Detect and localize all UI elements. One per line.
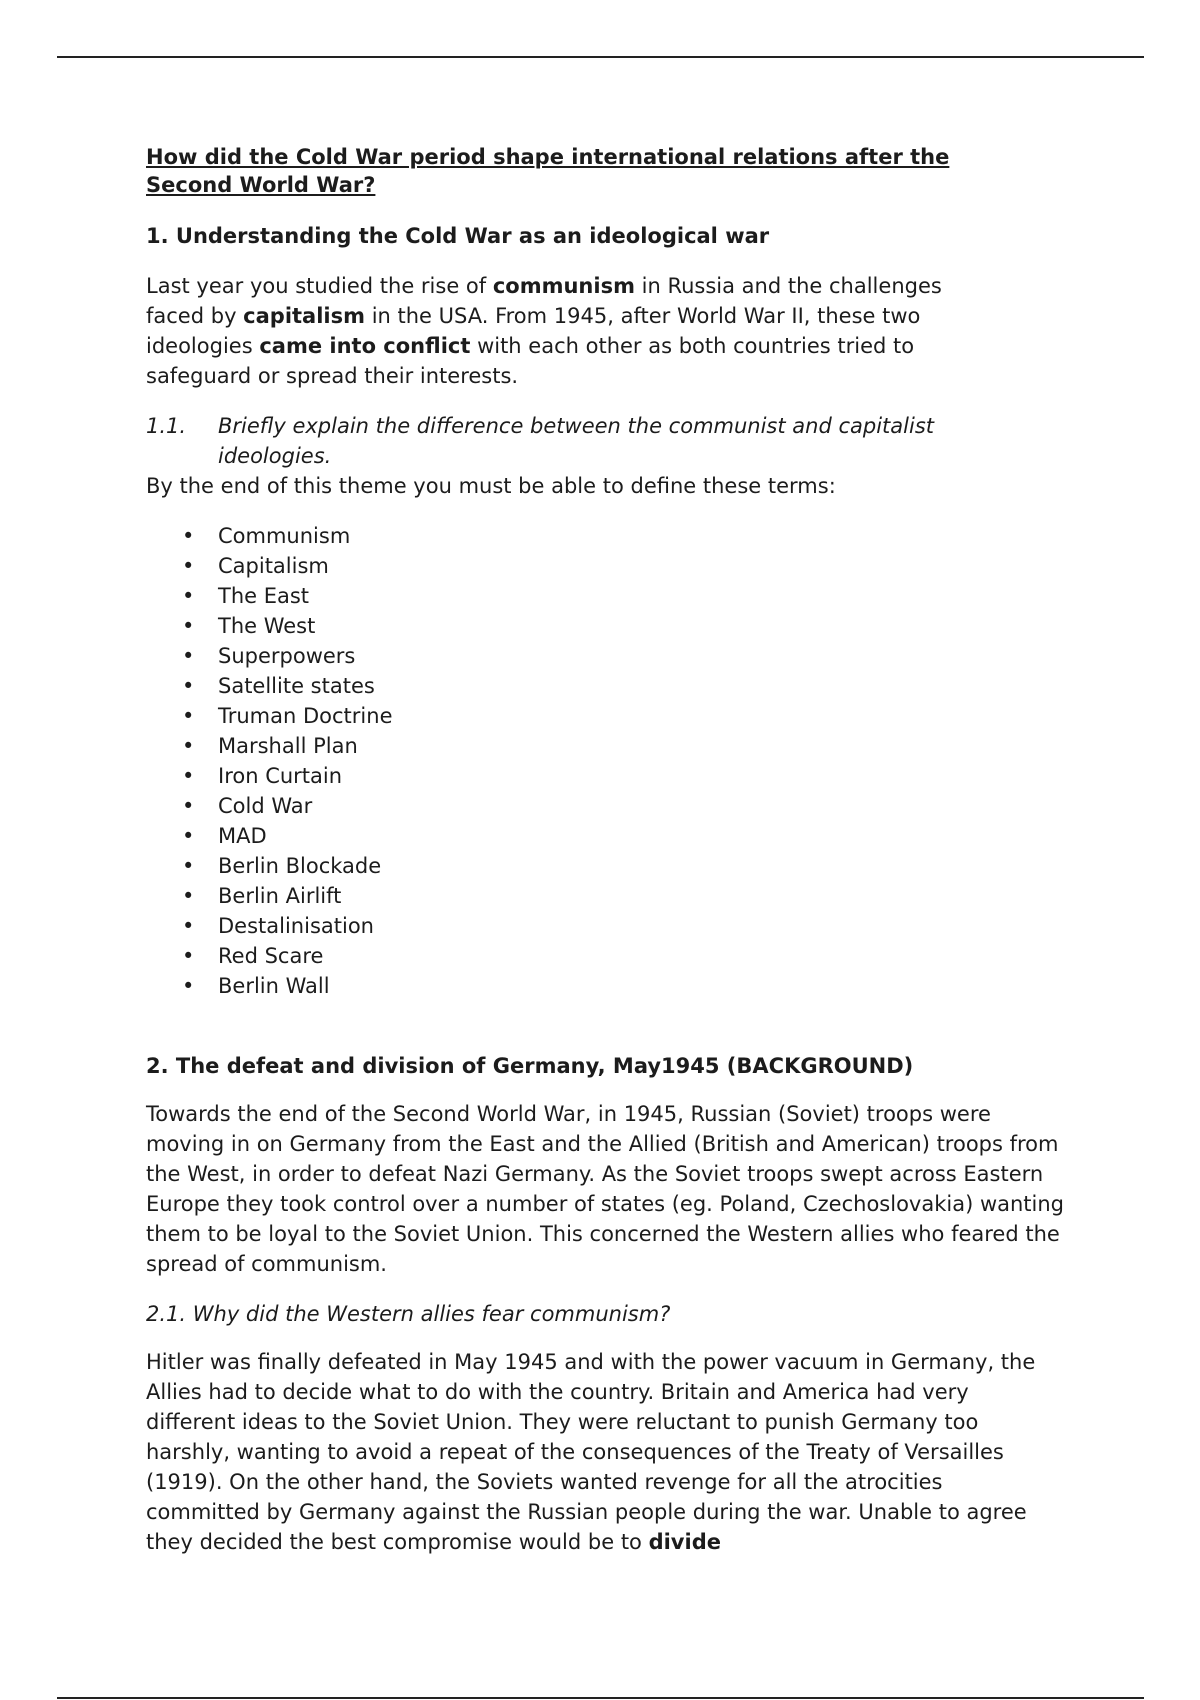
header-rule — [57, 56, 1144, 58]
document-body — [146, 143, 1066, 1557]
section-2-heading: 2. The defeat and division of Germany, May1945 (BACKGROUND) — [146, 1054, 914, 1078]
list-item: • Satellite states — [182, 674, 375, 698]
section-2-paragraph-2: Hitler was finally defeated in May 1945 and with the power vacuum in Germany, the Allies had to decide what to do with the country. Britain and America had very different ideas to the Soviet Union. They were reluctant to punish Germany too harshly, wanting to avoid a repeat of the consequences of the Treaty of Versailles (1919). On the other hand, the Soviets wanted revenge for all the atrocities committed by Germany against the Russian people during the war. Unable to agree they decided the best compromise would be to divide — [146, 1350, 1036, 1554]
list-item: • Communism — [182, 524, 351, 548]
question-number: 1.1. — [146, 414, 187, 438]
list-item: • Berlin Airlift — [182, 884, 342, 908]
list-item: • Capitalism — [182, 554, 329, 578]
question-2-1: 2.1. Why did the Western allies fear communism? — [146, 1302, 671, 1326]
list-item: • Superpowers — [182, 644, 356, 668]
list-item: • Iron Curtain — [182, 764, 343, 788]
terms-intro: By the end of this theme you must be able to define these terms: — [146, 474, 836, 498]
footer-rule — [57, 1697, 1144, 1699]
question-1-1 — [146, 411, 1066, 471]
question-text: Briefly explain the difference between the communist and capitalist ideologies. — [218, 414, 934, 468]
list-item: • Destalinisation — [182, 914, 374, 938]
list-item: • The West — [182, 614, 316, 638]
section-2-paragraph-1: Towards the end of the Second World War, in 1945, Russian (Soviet) troops were moving in on Germany from the East and the Allied (British and American) troops from the West, in order to defeat Nazi Germany. As the Soviet troops swept across Eastern Europe they took control over a number of states (eg. Poland, Czechoslovakia) wanting them to be loyal to the Soviet Union. This concerned the Western allies who feared the spread of communism. — [146, 1102, 1065, 1276]
list-item: • Berlin Wall — [182, 974, 330, 998]
list-item: • Red Scare — [182, 944, 324, 968]
list-item: • Marshall Plan — [182, 734, 358, 758]
list-item: • Truman Doctrine — [182, 704, 393, 728]
list-item: • MAD — [182, 824, 267, 848]
section-1-paragraph: Last year you studied the rise of communism in Russia and the challenges faced by capitalism in the USA. From 1945, after World War II, these two ideologies came into conflict with each other as both countries tried to safeguard or spread their interests. — [146, 274, 942, 388]
list-item: • The East — [182, 584, 310, 608]
page-title: How did the Cold War period shape international relations after the Second World War? — [146, 145, 950, 197]
section-1-heading: 1. Understanding the Cold War as an ideological war — [146, 224, 770, 248]
terms-list — [146, 521, 1066, 1001]
list-item: • Cold War — [182, 794, 313, 818]
list-item: • Berlin Blockade — [182, 854, 382, 878]
